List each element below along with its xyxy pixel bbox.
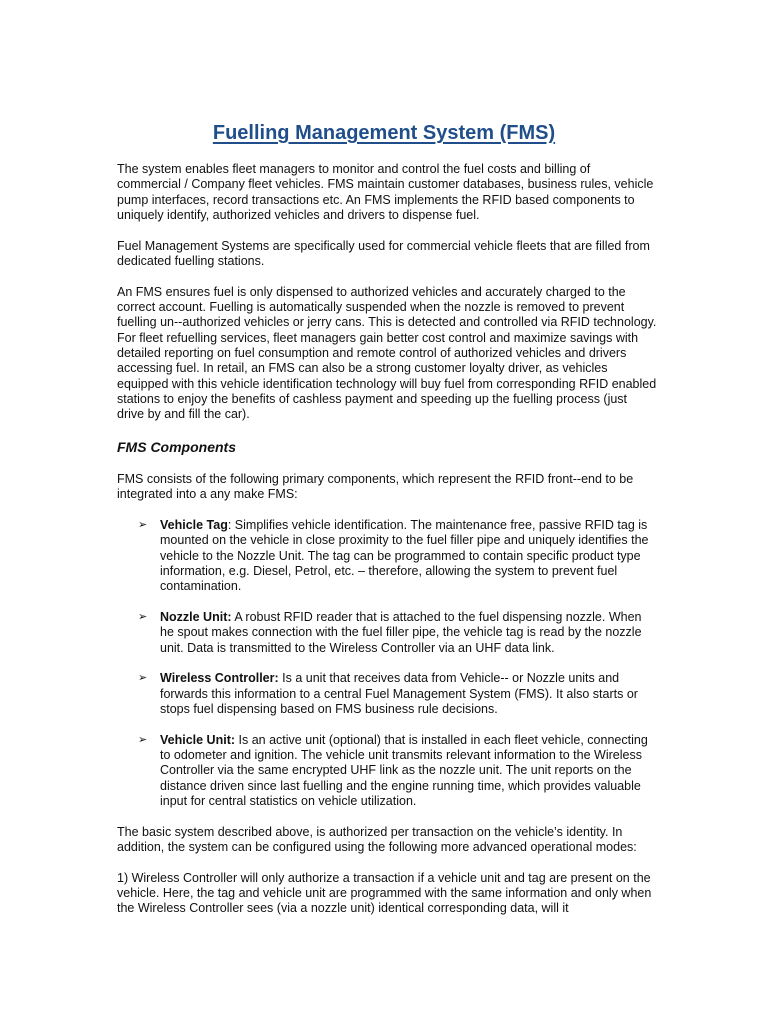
component-description: A robust RFID reader that is attached to the fuel dispensing nozzle. When he spout makes connection with the fuel filler pipe, the vehicle tag is read by the nozzle unit. Data is transmitted to the Wireless Controller via an UHF data link.: [160, 610, 642, 655]
list-item: [117, 518, 657, 594]
components-list: [117, 518, 657, 809]
arrow-bullet-icon: ➢: [138, 672, 148, 685]
component-term: Vehicle Unit:: [160, 732, 236, 747]
component-term: Nozzle Unit:: [160, 610, 232, 625]
intro-paragraph-1: The system enables fleet managers to monitor and control the fuel costs and billing of commercial / Company fleet vehicles. FMS maintain customer databases, business rules, vehicle pump interfaces, record transactions etc. An FMS implements the RFID based components to uniquely identify, authorized vehicles and drivers to dispense fuel.: [117, 162, 654, 222]
page-title: Fuelling Management System (FMS): [212, 122, 556, 144]
component-description: : Simplifies vehicle identification. The maintenance free, passive RFID tag is mounted on the vehicle in close proximity to the fuel filler pipe and uniquely identifies the vehicle to the Nozzle Unit. The tag can be programmed to contain specific product type information, e.g. Diesel, Petrol, etc. – therefore, allowing the system to prevent fuel contamination.: [160, 518, 649, 594]
intro-paragraph-3: An FMS ensures fuel is only dispensed to authorized vehicles and accurately charged to the correct account. Fuelling is automatically suspended when the nozzle is removed to prevent fuelling un--authorized vehicles or jerry cans. This is detected and controlled via RFID technology. For fleet refuelling services, fleet managers gain better cost control and maximize savings with detailed reporting on fuel consumption and remote control of authorized vehicles and drivers accessing fuel. In retail, an FMS can also be a strong customer loyalty driver, as vehicles equipped with this vehicle identification technology will buy fuel from corresponding RFID enabled stations to enjoy the benefits of cashless payment and speeding up the fuelling process (just drive by and fill the car).: [117, 284, 657, 422]
arrow-bullet-icon: ➢: [138, 519, 148, 532]
component-description: Is an active unit (optional) that is installed in each fleet vehicle, connecting to odometer and ignition. The vehicle unit transmits relevant information to the Wireless Controller via the same encrypted UHF link as the nozzle unit. The unit reports on the distance driven since last fuelling and the engine running time, which provides valuable input for central statistics on vehicle utilization.: [160, 732, 648, 808]
component-term: Vehicle Tag: [160, 518, 228, 533]
mode-1-paragraph: 1) Wireless Controller will only authorize a transaction if a vehicle unit and tag are present on the vehicle. Here, the tag and vehicle unit are programmed with the same information and only when the Wireless Controller sees (via a nozzle unit) identical corresponding data, will it: [117, 870, 652, 916]
component-description: Is a unit that receives data from Vehicle-- or Nozzle units and forwards this information to a central Fuel Management System (FMS). It also starts or stops fuel dispensing based on FMS business rule decisions.: [160, 671, 638, 717]
list-item: [117, 610, 657, 656]
operational-modes-paragraph: The basic system described above, is authorized per transaction on the vehicle’s identity. In addition, the system can be configured using the following more advanced operational modes:: [117, 824, 637, 855]
arrow-bullet-icon: ➢: [138, 733, 148, 746]
arrow-bullet-icon: ➢: [138, 611, 148, 624]
list-item: [117, 733, 657, 809]
components-intro: FMS consists of the following primary components, which represent the RFID front--end to be integrated into a any make FMS:: [117, 471, 634, 502]
component-term: Wireless Controller:: [160, 671, 279, 686]
document-body: [117, 162, 657, 932]
intro-paragraph-2: Fuel Management Systems are specifically used for commercial vehicle fleets that are filled from dedicated fuelling stations.: [117, 238, 650, 268]
section-heading: FMS Components: [117, 438, 236, 455]
list-item: [117, 671, 657, 717]
